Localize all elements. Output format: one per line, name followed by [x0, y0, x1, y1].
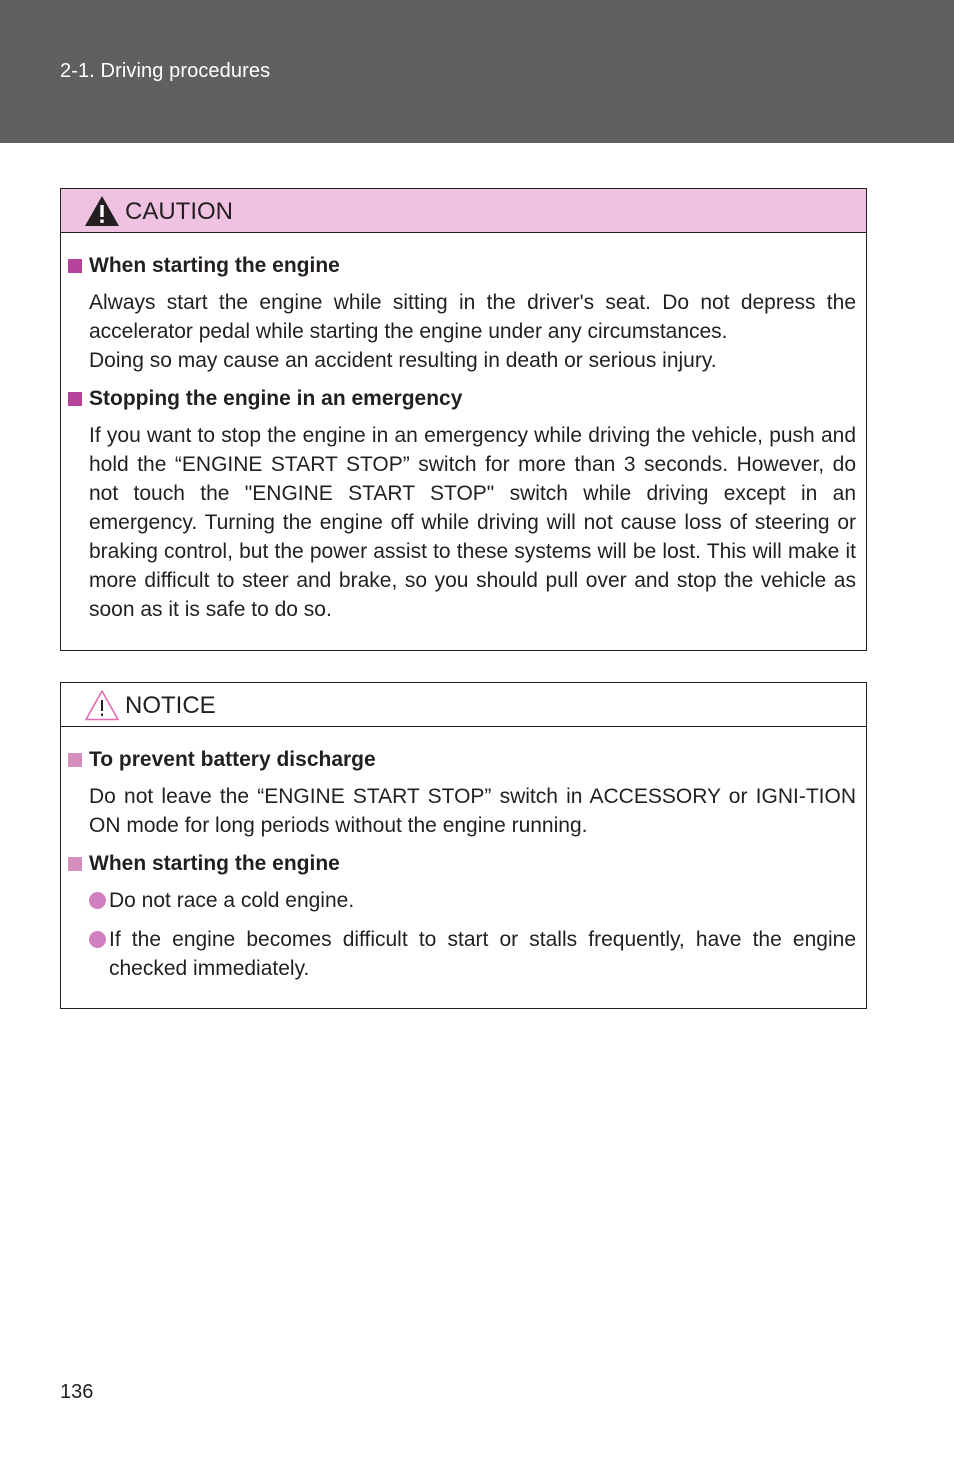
warning-triangle-filled-icon — [83, 194, 121, 228]
notice-paragraph-battery: Do not leave the “ENGINE START STOP” switch in ACCESSORY or IGNI-TION ON mode for long periods without the engine running. — [89, 785, 856, 837]
square-bullet-icon — [68, 857, 82, 871]
notice-body — [61, 727, 866, 983]
square-bullet-icon — [68, 259, 82, 273]
heading-text: When starting the engine — [89, 254, 340, 277]
circle-bullet-icon — [89, 892, 106, 909]
header-band — [0, 0, 954, 143]
caution-heading-emergency — [68, 384, 856, 413]
warning-triangle-outline-icon — [83, 688, 121, 722]
caution-paragraph-emergency — [68, 421, 856, 624]
square-bullet-icon — [68, 753, 82, 767]
page-number: 136 — [60, 1381, 94, 1403]
heading-text: Stopping the engine in an emergency — [89, 387, 463, 410]
caution-box — [60, 188, 867, 651]
notice-header — [61, 683, 866, 727]
caution-label: CAUTION — [125, 197, 233, 225]
heading-text: To prevent battery discharge — [89, 748, 376, 771]
caution-paragraph-starting — [68, 288, 856, 375]
section-title: 2-1. Driving procedures — [60, 60, 271, 82]
notice-heading-starting — [68, 849, 856, 878]
square-bullet-icon — [68, 392, 82, 406]
notice-label: NOTICE — [125, 691, 216, 719]
heading-text: When starting the engine — [89, 852, 340, 875]
circle-bullet-icon — [89, 931, 106, 948]
list-item — [68, 925, 856, 983]
bullet-text: Do not race a cold engine. — [109, 889, 355, 912]
list-item — [68, 886, 856, 915]
bullet-text: If the engine becomes difficult to start or stalls frequently, have the engine checked immediately. — [109, 928, 856, 980]
notice-box — [60, 682, 867, 1009]
notice-heading-battery — [68, 745, 856, 774]
paragraph-line: If you want to stop the engine in an emergency while driving the vehicle, push and hold the “ENGINE START STOP” switch for more than 3 seconds. However, do not touch the "ENGINE START STOP" switch while driving except in an emergency. Turning the engine off while driving will not cause loss of steering or braking control, but the power assist to these systems will be lost. This will make it more difficult to steer and brake, so you should pull over and stop the vehicle as soon as it is safe to do so. — [89, 424, 856, 621]
paragraph-line: Always start the engine while sitting in the driver's seat. Do not depress the accelerator pedal while starting the engine under any circumstances. — [89, 291, 856, 343]
caution-body — [61, 233, 866, 624]
caution-header — [61, 189, 866, 233]
caution-heading-starting — [68, 251, 856, 280]
paragraph-line: Doing so may cause an accident resulting in death or serious injury. — [89, 349, 717, 372]
